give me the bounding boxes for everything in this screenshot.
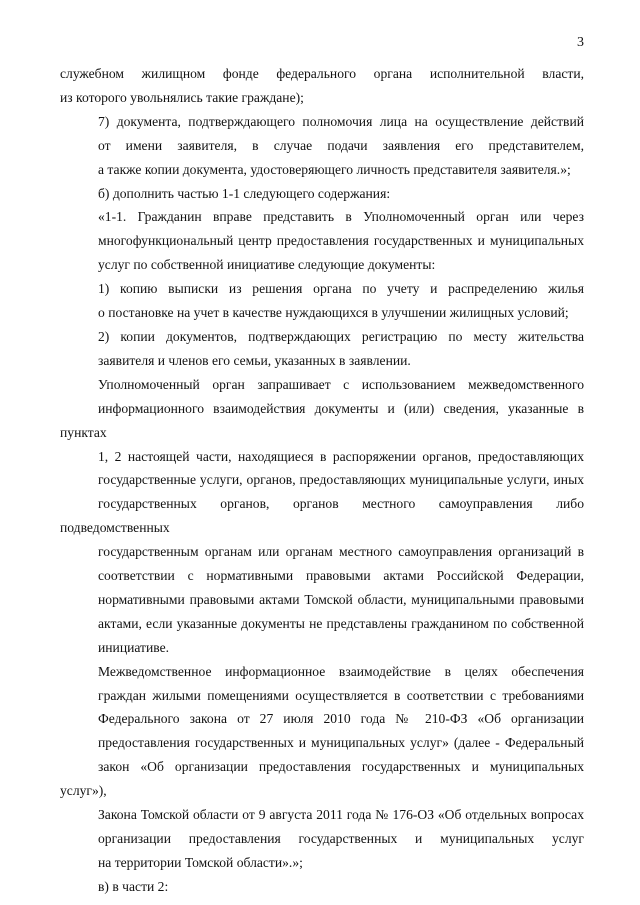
paragraph bbox=[60, 660, 584, 875]
text-line: о постановке на учет в качестве нуждающихся в улучшении жилищных условий; bbox=[98, 305, 569, 321]
text-line: информационного взаимодействия документы и (или) сведения, указанные в пунктах bbox=[60, 400, 584, 440]
text-line: инициативе. bbox=[98, 639, 170, 655]
text-line: Федерального закона от 27 июля 2010 года № 210-ФЗ «Об организации bbox=[98, 711, 584, 727]
text-line: «1-1. Гражданин вправе представить в Уполномоченный орган или через bbox=[98, 209, 584, 225]
text-line: на территории Томской области».»; bbox=[98, 854, 303, 870]
text-line: 1, 2 настоящей части, находящиеся в распоряжении органов, предоставляющих bbox=[98, 448, 584, 464]
text-line: 2) копии документов, подтверждающих регистрацию по месту жительства bbox=[98, 328, 584, 344]
page-number: 3 bbox=[577, 35, 584, 50]
text-line: от имени заявителя, в случае подачи заявления его представителем, bbox=[98, 137, 584, 153]
text-line: 7) документа, подтверждающего полномочия лица на осуществление действий bbox=[98, 113, 584, 129]
paragraph bbox=[60, 875, 584, 899]
text-line: предоставления государственных и муниципальных услуг» (далее - Федеральный bbox=[98, 735, 584, 751]
text-line: многофункциональный центр предоставления государственных и муниципальных bbox=[98, 233, 584, 249]
text-line: организации предоставления государственных и муниципальных услуг bbox=[98, 831, 584, 846]
text-line: граждан жилыми помещениями осуществляется в соответствии с требованиями bbox=[98, 687, 584, 703]
text-line: служебном жилищном фонде федерального органа исполнительной власти, bbox=[60, 66, 584, 81]
text-line: закон «Об организации предоставления государственных и муниципальных услуг»), bbox=[60, 759, 584, 799]
paragraph bbox=[60, 277, 584, 325]
text-line: нормативными правовыми актами Томской области, муниципальными правовыми bbox=[98, 591, 584, 607]
paragraph bbox=[60, 110, 584, 182]
text-line: заявителя и членов его семьи, указанных в заявлении. bbox=[98, 352, 411, 368]
text-line: государственные услуги, органов, предоставляющих муниципальные услуги, иных bbox=[98, 472, 584, 488]
paragraph bbox=[60, 62, 584, 110]
text-line: Закона Томской области от 9 августа 2011 года № 176-ОЗ «Об отдельных вопросах bbox=[98, 807, 584, 823]
text-line: б) дополнить частью 1-1 следующего содержания: bbox=[98, 185, 391, 201]
paragraph bbox=[60, 182, 584, 206]
text-line: Уполномоченный орган запрашивает с использованием межведомственного bbox=[98, 376, 584, 392]
text-line: из которого увольнялись такие граждане); bbox=[60, 89, 304, 105]
text-line: 1) копию выписки из решения органа по учету и распределению жилья bbox=[98, 281, 584, 297]
paragraph bbox=[60, 325, 584, 373]
text-line: актами, если указанные документы не представлены гражданином по собственной bbox=[98, 615, 584, 631]
text-line: соответствии с нормативными правовыми актами Российской Федерации, bbox=[98, 568, 584, 584]
paragraph bbox=[60, 373, 584, 660]
text-line: услуг по собственной инициативе следующие документы: bbox=[98, 257, 436, 273]
document-body bbox=[60, 62, 584, 899]
text-line: государственных органов, органов местного самоуправления либо подведомственных bbox=[60, 496, 584, 536]
text-line: а также копии документа, удостоверяющего личность представителя заявителя.»; bbox=[98, 161, 571, 177]
text-line: в) в части 2: bbox=[98, 878, 169, 894]
paragraph bbox=[60, 205, 584, 277]
text-line: государственным органам или органам местного самоуправления организаций в bbox=[98, 544, 584, 560]
text-line: Межведомственное информационное взаимодействие в целях обеспечения bbox=[98, 663, 584, 679]
